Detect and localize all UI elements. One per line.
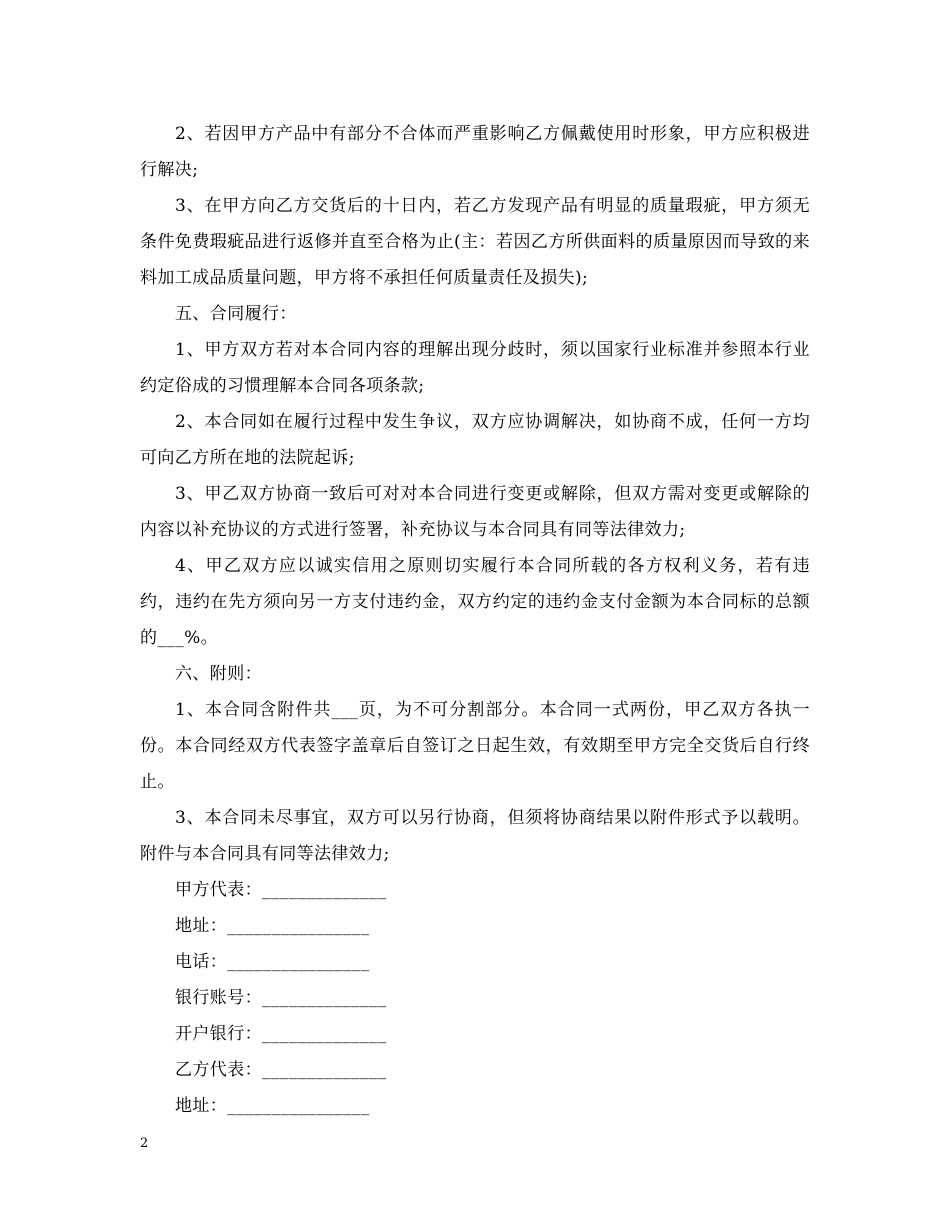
party-b-address-line: 地址：________________ <box>175 1096 370 1116</box>
party-a-phone-line: 电话：________________ <box>175 952 370 972</box>
party-a-address-line: 地址：________________ <box>175 916 370 936</box>
party-a-bank-account-line: 银行账号：______________ <box>175 988 387 1008</box>
clause-paragraph: 3、在甲方向乙方交货后的十日内，若乙方发现产品有明显的质量瑕疵，甲方须无条件免费瑕疵品进行返修并直至合格为止(主：若因乙方所供面料的质量原因而导致的来料加工成品质量问题，甲方将不承担任何质量责任及损失); <box>140 196 810 288</box>
section-heading-performance: 五、合同履行： <box>175 304 297 324</box>
party-a-representative-line: 甲方代表：______________ <box>175 880 387 900</box>
clause-paragraph: 2、若因甲方产品中有部分不合体而严重影响乙方佩戴使用时形象，甲方应积极进行解决; <box>140 124 810 180</box>
party-a-bank-line: 开户银行：______________ <box>175 1024 387 1044</box>
clause-paragraph: 1、本合同含附件共___页，为不可分割部分。本合同一式两份，甲乙双方各执一份。本合同经双方代表签字盖章后自签订之日起生效，有效期至甲方完全交货后自行终止。 <box>140 700 810 792</box>
clause-paragraph: 3、甲乙双方协商一致后可对对本合同进行变更或解除，但双方需对变更或解除的内容以补充协议的方式进行签署，补充协议与本合同具有同等法律效力; <box>140 484 810 540</box>
clause-paragraph: 1、甲方双方若对本合同内容的理解出现分歧时，须以国家行业标准并参照本行业约定俗成的习惯理解本合同各项条款; <box>140 340 810 396</box>
clause-paragraph: 2、本合同如在履行过程中发生争议，双方应协调解决，如协商不成，任何一方均可向乙方所在地的法院起诉; <box>140 412 810 468</box>
clause-paragraph: 3、本合同未尽事宜，双方可以另行协商，但须将协商结果以附件形式予以载明。附件与本合同具有同等法律效力; <box>140 808 810 864</box>
section-heading-supplementary: 六、附则： <box>175 664 262 684</box>
party-b-representative-line: 乙方代表：______________ <box>175 1060 387 1080</box>
clause-paragraph: 4、甲乙双方应以诚实信用之原则切实履行本合同所载的各方权利义务，若有违约，违约在先方须向另一方支付违约金，双方约定的违约金支付金额为本合同标的总额的___%。 <box>140 556 810 648</box>
page-number: 2 <box>140 1136 149 1151</box>
contract-body <box>140 116 810 1124</box>
